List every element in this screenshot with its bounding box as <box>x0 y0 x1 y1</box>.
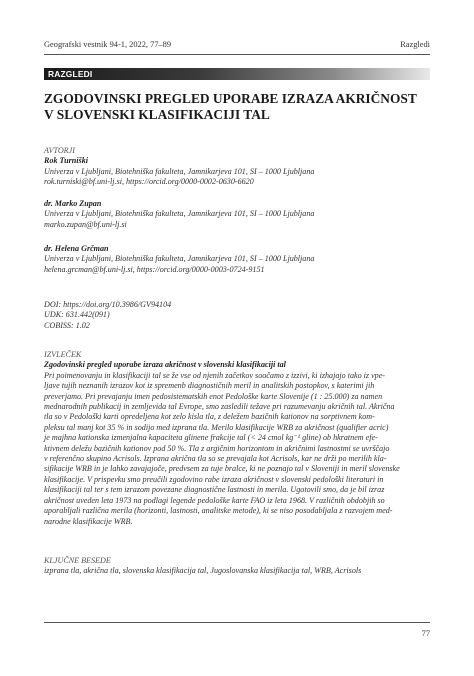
author-affiliation: Univerza v Ljubljani, Biotehniška fakulteta, Jamnikarjeva 101, SI – 1000 Ljubljana <box>44 209 315 219</box>
udk: UDK: 631.442(091) <box>44 310 110 320</box>
page-number: 77 <box>421 629 430 638</box>
abstract-body <box>44 371 434 527</box>
author-block <box>44 199 434 230</box>
doi[interactable]: DOI: https://doi.org/10.3986/GV94104 <box>44 300 172 309</box>
abstract-line: v referenčno skupino Acrisols. Izprana akrična tla so se prevajala kot Acrisols, kar ne drži po merilih kla- <box>44 454 387 464</box>
author-affiliation: Univerza v Ljubljani, Biotehniška fakulteta, Jamnikarjeva 101, SI – 1000 Ljubljana <box>44 166 315 176</box>
abstract-line: uporabljali različna merila (horizonti, lastnosti, analitske metode), ki se niso posodabljala z razvojem med- <box>44 506 393 516</box>
author-contact[interactable]: rok.turniski@bf.uni-lj.si, https://orcid.org/0000-0002-0630-6620 <box>44 177 254 187</box>
authors-label: AVTORJI <box>44 146 75 155</box>
author-affiliation: Univerza v Ljubljani, Biotehniška fakulteta, Jamnikarjeva 101, SI – 1000 Ljubljana <box>44 254 315 264</box>
header-divider <box>44 54 430 55</box>
title-line: ZGODOVINSKI PREGLED UPORABE IZRAZA AKRIČNOST <box>44 91 417 106</box>
cobiss: COBISS: 1.02 <box>44 320 90 330</box>
author-contact[interactable]: helena.grcman@bf.uni-lj.si, https://orcid.org/0000-0003-0724-9151 <box>44 264 265 274</box>
abstract-label: IZVLEČEK <box>44 350 82 359</box>
abstract-line: narodne klasifikacije WRB. <box>44 516 133 526</box>
author-name: dr. Marko Zupan <box>44 199 102 208</box>
journal-header: Geografski vestnik 94-1, 2022, 77–89 <box>44 40 172 49</box>
abstract-line: pleksu tal manj kot 35 % in sodijo med izprana tla. Merilo klasifikacije WRB za akričnost (qualifier acric) <box>44 422 389 432</box>
article-title <box>44 91 434 123</box>
abstract-line: klasifikacije. V prispevku smo preučili zgodovino rabe izraza akričnost v slovenski pedološki literaturi in <box>44 474 384 484</box>
author-block <box>44 244 434 275</box>
authors-section <box>44 146 434 188</box>
abstract-line: je majhna kationska izmenjalna kapaciteta glinene frakcije tal (< 24 cmol kg⁻¹ gline) ob hkratnem efe- <box>44 433 378 443</box>
author-name: dr. Helena Grčman <box>44 244 109 253</box>
keywords-text: izprana tla, akrična tla, slovenska klasifikacija tal, Jugoslovanska klasifikacija tal, WRB, Acrisols <box>44 566 362 576</box>
title-line: V SLOVENSKI KLASIFIKACIJI TAL <box>44 107 270 122</box>
author-name: Rok Turniški <box>44 156 89 166</box>
section-header: Razgledi <box>400 40 430 49</box>
abstract-line: klasifikaciji tal ter s tem izrazom povezane diagnostične lastnosti in merila. Ugotovili smo, da je bil izraz <box>44 485 385 495</box>
abstract-section <box>44 350 434 527</box>
keywords-label: KLJUČNE BESEDE <box>44 556 111 565</box>
abstract-line: preverjamo. Pri prevajanju imen pedosistematskih enot Pedološke karte Slovenije (1 : 25.000) za namen <box>44 391 383 401</box>
keywords-section <box>44 556 434 577</box>
abstract-line: akričnost uveden leta 1973 na podlagi legende pedološke karte FAO iz leta 1968. V različnih obdobjih so <box>44 495 385 505</box>
footer-divider <box>44 622 430 623</box>
section-bar <box>44 68 430 80</box>
abstract-line: ljave tujih neznanih izrazov kot iz spremenb diagnostičnih meril in analitskih postopkov, s katerimi jih <box>44 381 375 391</box>
identifiers <box>44 300 434 331</box>
abstract-title: Zgodovinski pregled uporabe izraza akričnost v slovenski klasifikaciji tal <box>44 360 286 370</box>
author-contact[interactable]: marko.zupan@bf.uni-lj.si <box>44 219 127 229</box>
section-label: RAZGLEDI <box>48 69 93 79</box>
abstract-line: sifikacije WRB in je lahko zavajajoče, predvsem za tuje bralce, ki ne poznajo tal v Sloveniji in meril slovenske <box>44 464 400 474</box>
abstract-line: tla so v Pedološki karti opredeljena kot zelo kisla tla, z deležem bazičnih kationov na sorptivnem kom- <box>44 412 375 422</box>
abstract-line: mednarodnih publikacij in zemljevida tal Evrope, smo zasledili težave pri razumevanju akričnih tal. Akrična <box>44 402 395 412</box>
abstract-line: Pri poimenovanju in klasifikaciji tal se že vse od njenih začetkov soočamo z izzivi, ki izhajajo tako iz vpe- <box>44 370 385 380</box>
abstract-line: ktivnem deležu bazičnih kationov pod 50 %. Tla z argičnim horizontom in akričnimi lastnostmi se uvrščajo <box>44 443 390 453</box>
